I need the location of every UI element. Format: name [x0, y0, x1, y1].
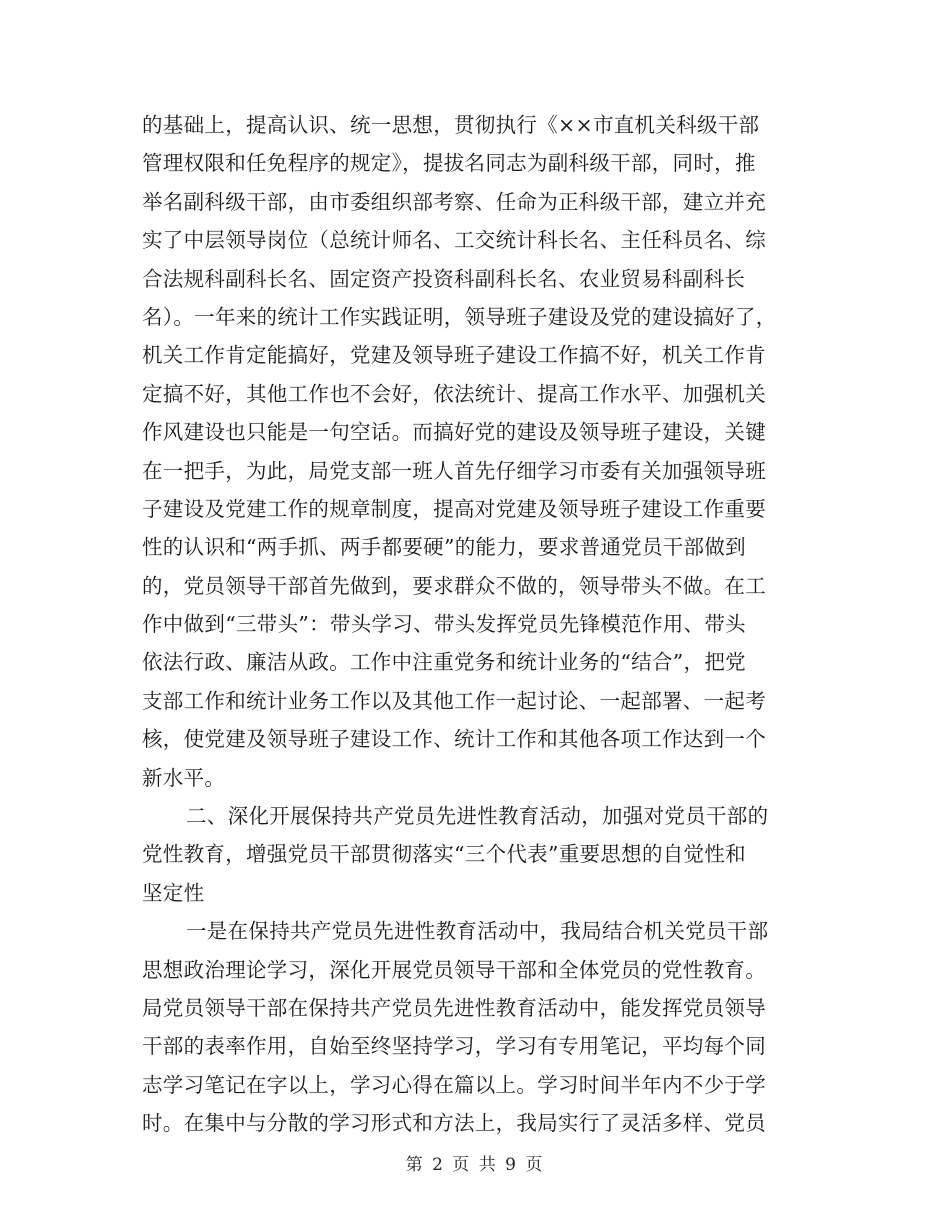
text-line: 支部工作和统计业务工作以及其他工作一起讨论、一起部署、一起考: [142, 688, 766, 713]
section-heading-line: 党性教育，增强党员干部贯彻落实“三个代表”重要思想的自觉性和: [142, 842, 746, 867]
text-line: 在一把手，为此，局党支部一班人首先仔细学习市委有关加强领导班: [142, 458, 766, 483]
text-line: 新水平。: [142, 765, 226, 790]
body-text: [142, 106, 812, 1143]
text-line: 管理权限和任免程序的规定》，提拔名同志为副科级干部，同时，推: [142, 151, 756, 176]
text-line: 依法行政、廉洁从政。工作中注重党务和统计业务的“结合”，把党: [142, 650, 746, 675]
text-line: 时。在集中与分散的学习形式和方法上，我局实行了灵活多样、党员: [142, 1111, 766, 1136]
text-line: 一是在保持共产党员先进性教育活动中，我局结合机关党员干部: [186, 919, 769, 944]
section-heading-line: 坚定性: [142, 880, 205, 905]
text-line: 的，党员领导干部首先做到，要求群众不做的，领导带头不做。在工: [142, 573, 766, 598]
page-number-footer: 第 2 页 共 9 页: [405, 1155, 545, 1175]
text-line: 作中做到“三带头”：带头学习、带头发挥党员先锋模范作用、带头: [142, 612, 746, 637]
section-heading-line: 二、深化开展保持共产党员先进性教育活动，加强对党员干部的: [186, 804, 769, 829]
text-line: 性的认识和“两手抓、两手都要硬”的能力，要求普通党员干部做到: [142, 535, 746, 560]
text-line: 合法规科副科长名、固定资产投资科副科长名、农业贸易科副科长: [142, 266, 746, 291]
text-line: 机关工作肯定能搞好，党建及领导班子建设工作搞不好，机关工作肯: [142, 343, 766, 368]
text-line: 核，使党建及领导班子建设工作、统计工作和其他各项工作达到一个: [142, 727, 766, 752]
text-line: 子建设及党建工作的规章制度，提高对党建及领导班子建设工作重要: [142, 496, 766, 521]
text-line: 干部的表率作用，自始至终坚持学习，学习有专用笔记，平均每个同: [142, 1034, 766, 1059]
text-line: 举名副科级干部，由市委组织部考察、任命为正科级干部，建立并充: [142, 189, 766, 214]
text-line: 名）。一年来的统计工作实践证明，领导班子建设及党的建设搞好了，: [142, 304, 777, 329]
text-line: 的基础上，提高认识、统一思想，贯彻执行《××市直机关科级干部: [142, 113, 760, 137]
text-line: 思想政治理论学习，深化开展党员领导干部和全体党员的党性教育。: [142, 957, 766, 982]
text-line: 局党员领导干部在保持共产党员先进性教育活动中，能发挥党员领导: [142, 995, 766, 1020]
text-line: 定搞不好，其他工作也不会好，依法统计、提高工作水平、加强机关: [142, 381, 766, 406]
text-line: 作风建设也只能是一句空话。而搞好党的建设及领导班子建设，关键: [142, 420, 766, 445]
text-line: 实了中层领导岗位（总统计师名、工交统计科长名、主任科员名、综: [142, 228, 766, 253]
text-line: 志学习笔记在字以上，学习心得在篇以上。学习时间半年内不少于学: [142, 1072, 766, 1097]
